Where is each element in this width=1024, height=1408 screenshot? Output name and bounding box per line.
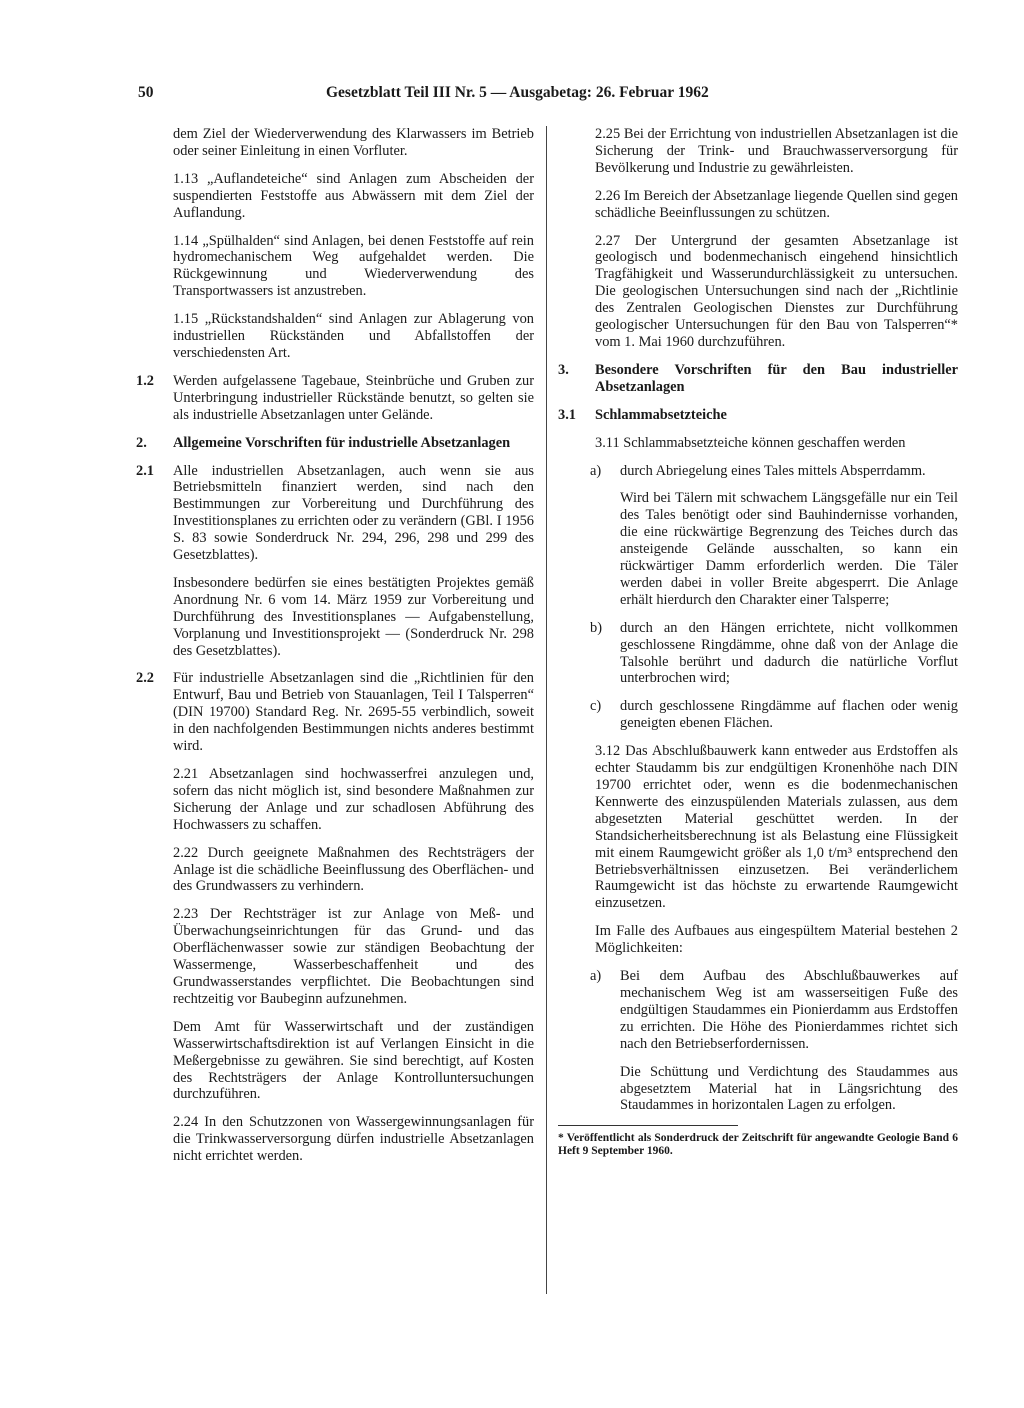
list-label: a) <box>590 968 602 985</box>
section-3-1-heading <box>558 407 958 424</box>
section-2-2 <box>136 670 534 755</box>
list-text: durch geschlossene Ringdämme auf flachen oder wenig geneigten ebenen Flächen. <box>620 698 958 732</box>
paragraph-2-23: 2.23 Der Rechtsträger ist zur Anlage von Meß- und Überwachungseinrichtungen für das Grund- und das Oberflächenwasser sowie zur ständigen Beobachtung der Wassermenge, Wasserbeschaffenheit und des Grundwasserstandes verpflichtet. Die Beobachtungen sind rechtzeitig vor Baubeginn aufzunehmen. <box>173 906 534 1007</box>
paragraph-3-12-cont: Im Falle des Aufbaues aus eingespültem Material bestehen 2 Möglichkeiten: <box>595 923 958 957</box>
section-2-1 <box>136 463 534 564</box>
section-text: Werden aufgelassene Tagebaue, Steinbrüche und Gruben zur Unterbringung industrieller Rückstände benutzt, so gelten sie als industrielle Absetzanlagen unter Gelände. <box>173 372 534 423</box>
paragraph-1-12-cont: dem Ziel der Wiederverwendung des Klarwassers im Betrieb oder seiner Einleitung in einen Vorfluter. <box>173 126 534 159</box>
section-number: 3. <box>558 361 569 378</box>
list-item-b <box>558 620 958 688</box>
section-number: 2.2 <box>136 670 154 687</box>
page-number: 50 <box>138 84 154 101</box>
list-item-a-cont: Wird bei Tälern mit schwachem Längsgefälle nur ein Teil des Tales benötigt oder sind Bauhindernisse vorhanden, die eine rückwärtige Begrenzung des Teiches durch das ansteigende Gelände ausschalten, so kann ein rückwärtiger Damm erforderlich werden. Die Täler werden dabei in voller Breite abgesperrt. Die Anlage erhält hierdurch den Charakter einer Talsperre; <box>620 490 958 608</box>
paragraph-1-14: 1.14 „Spülhalden“ sind Anlagen, bei denen Feststoffe auf rein hydromechanischem Weg aufgehaldet werden. Die Rückgewinnung und Wiederverwendung des Transportwassers ist anzustreben. <box>173 232 534 300</box>
right-column <box>558 126 958 1158</box>
section-number: 2.1 <box>136 462 154 479</box>
section-heading: Allgemeine Vorschriften für industrielle Absetzanlagen <box>173 434 511 451</box>
section-number: 3.1 <box>558 406 576 423</box>
paragraph-1-15: 1.15 „Rückstandshalden“ sind Anlagen zur Ablagerung von industriellen Rückständen und Abfallstoffen der verschiedensten Art. <box>173 311 534 361</box>
left-column <box>136 126 534 1176</box>
list-text: durch Abriegelung eines Tales mittels Absperrdamm. <box>620 462 926 479</box>
section-number: 1.2 <box>136 372 154 389</box>
paragraph-3-12: 3.12 Das Abschlußbauwerk kann entweder aus Erdstoffen als echter Staudamm bis zur endgültigen Kronenhöhe nach DIN 19700 errichtet oder, wenn es die bodenmechanischen Kennwerte des einzuspülenden Materials zulassen, aus dem abgesetzten Material geschüttet werden. In der Standsicherheitsberechnung ist als Belastung eine Flüssigkeit mit einem Raumgewicht größer als 1,0 t/m³ entsprechend den Betriebsverhältnissen einzusetzen. Bei veränderlichem Raumgewicht ist das höchste zu erwartende Raumgewicht einzusetzen. <box>595 743 958 912</box>
list-item-a <box>558 463 958 480</box>
list-text: Bei dem Aufbau des Abschlußbauwerkes auf mechanischem Weg ist am wasserseitigen Fuße des endgültigen Staudammes ein Pionierdamm aus Erdstoffen zu errichten. Die Höhe des Pionierdammes richtet sich nach den Betriebserfordernissen. <box>620 968 958 1052</box>
paragraph-2-25: 2.25 Bei der Errichtung von industriellen Absetzanlagen ist die Sicherung der Trink- und Brauchwasserversorgung für Bevölkerung und Industrie zu gewährleisten. <box>595 126 958 176</box>
paragraph-2-23-cont: Dem Amt für Wasserwirtschaft und der zuständigen Wasserwirtschaftsdirektion ist auf Verlangen Einsicht in die Meßergebnisse zu gewähren. Sie sind berechtigt, auf Kosten des Rechtsträgers der Anlage Kontrolluntersuchungen durchzuführen. <box>173 1018 534 1103</box>
list-item-c <box>558 698 958 732</box>
section-3-heading <box>558 362 958 396</box>
section-heading: Besondere Vorschriften für den Bau industrieller Absetzanlagen <box>595 361 958 395</box>
paragraph-2-21: 2.21 Absetzanlagen sind hochwasserfrei anzulegen und, sofern das nicht möglich ist, sind besondere Maßnahmen zur Sicherung der Anlage und zur schadlosen Abführung des Hochwassers zu schaffen. <box>173 766 534 833</box>
list-label: c) <box>590 698 602 715</box>
paragraph-2-26: 2.26 Im Bereich der Absetzanlage liegende Quellen sind gegen schädliche Beeinflussungen zu schützen. <box>595 187 958 221</box>
page-header <box>138 84 958 106</box>
section-heading: Schlammabsetzteiche <box>595 406 727 423</box>
section-number: 2. <box>136 434 147 451</box>
section-text: Für industrielle Absetzanlagen sind die „Richtlinien für den Entwurf, Bau und Betrieb von Stauanlagen, Teil I Talsperren“ (DIN 19700) Standard Reg. Nr. 2695-55 verbindlich, soweit in den nachfolgenden Bestimmungen nichts anderes bestimmt wird. <box>173 670 534 755</box>
section-2-heading <box>136 435 534 452</box>
paragraph-1-13: 1.13 „Auflandeteiche“ sind Anlagen zum Abscheiden der suspendierten Feststoffe aus Abwässern mit dem Ziel der Auflandung. <box>173 170 534 221</box>
paragraph-2-22: 2.22 Durch geeignete Maßnahmen des Rechtsträgers der Anlage ist die schädliche Beeinflussung des Oberflächen- und des Grundwassers zu verhindern. <box>173 844 534 895</box>
list-label: b) <box>590 619 602 636</box>
section-text: Alle industriellen Absetzanlagen, auch wenn sie aus Betriebsmitteln finanziert werden, sind nach den Bestimmungen zur Vorbereitung und Durchführung des Investitionsplanes zu errichten oder zu verändern (GBl. I 1956 S. 83 sowie Sonderdruck Nr. 294, 296, 298 und 299 des Gesetzblattes). <box>173 462 534 564</box>
list-text: durch an den Hängen errichtete, nicht vollkommen geschlossene Ringdämme, ohne daß von der Anlage die Talsohle berührt und dadurch die natürliche Vorflut unterbrochen wird; <box>620 619 958 687</box>
paragraph-2-24: 2.24 In den Schutzzonen von Wassergewinnungsanlagen für die Trinkwasserversorgung dürfen industrielle Absetzanlagen nicht errichtet werden. <box>173 1114 534 1165</box>
footnote-rule <box>558 1125 738 1126</box>
section-1-2 <box>136 373 534 424</box>
footnote: * Veröffentlicht als Sonderdruck der Zeitschrift für angewandte Geologie Band 6 Heft 9 September 1960. <box>558 1132 958 1158</box>
list-item-a2 <box>558 968 958 1053</box>
paragraph-2-1-cont: Insbesondere bedürfen sie eines bestätigten Projektes gemäß Anordnung Nr. 6 vom 14. März 1959 zur Vorbereitung und Durchführung des Investitionsplanes — Aufgabenstellung, Vorplanung und Investitionsprojekt — (Sonderdruck Nr. 298 des Gesetzblattes). <box>173 574 534 659</box>
paragraph-2-27: 2.27 Der Untergrund der gesamten Absetzanlage ist geologisch und bodenmechanisch eingehend hinsichtlich Tragfähigkeit und Wasserundurchlässigkeit zu untersuchen. Die geologischen Untersuchungen sind nach der „Richtlinie des Zentralen Geologischen Dienstes zur Durchführung geologischer Untersuchungen für den Bau von Talsperren“* vom 1. Mai 1960 durchzuführen. <box>595 232 958 350</box>
column-divider <box>546 126 547 1294</box>
list-item-a2-cont: Die Schüttung und Verdichtung des Staudammes aus abgesetztem Material hat in Längsrichtung des Staudammes in horizontalen Lagen zu erfolgen. <box>620 1063 958 1114</box>
paragraph-3-11: 3.11 Schlammabsetzteiche können geschaffen werden <box>595 434 906 451</box>
list-label: a) <box>590 462 602 479</box>
page-header-title: Gesetzblatt Teil III Nr. 5 — Ausgabetag: 26. Februar 1962 <box>326 84 709 101</box>
